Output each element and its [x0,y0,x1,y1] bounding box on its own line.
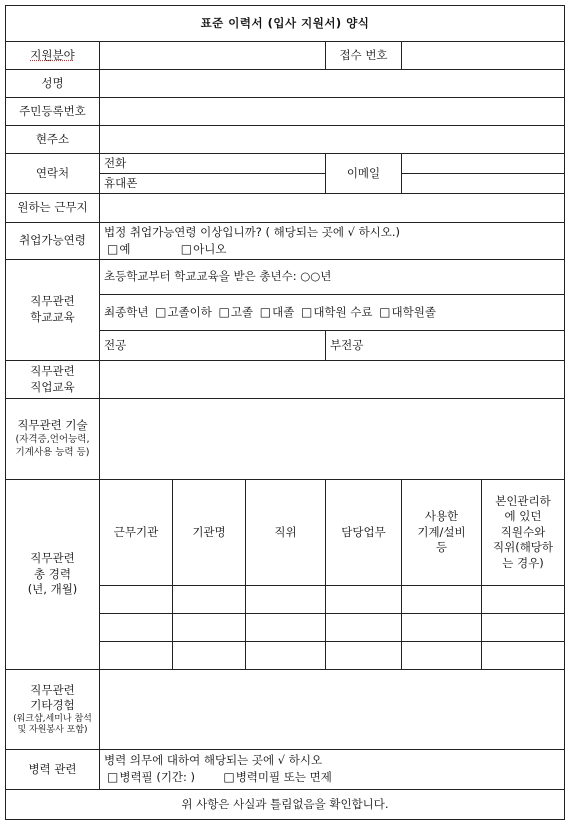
military-question: 병력 의무에 대하여 해당되는 곳에 √ 하시오 [104,753,323,768]
career-cell[interactable] [482,586,565,614]
resident-no-label: 주민등록번호 [6,98,100,126]
career-cell[interactable] [482,614,565,642]
desired-location-label: 원하는 근무지 [6,194,100,223]
vocational-input[interactable] [100,361,565,399]
field-label: 지원분야 [6,42,100,70]
desired-location-input[interactable] [100,194,565,223]
career-header-position: 직위 [246,480,326,586]
other-experience-label: 직무관련 기타경험 (워크샵,세미나 참석 및 자원봉사 포함) [6,670,100,750]
address-label: 현주소 [6,126,100,154]
final-education-label: 최종학년 [104,305,149,320]
career-cell[interactable] [173,614,246,642]
receipt-no-input[interactable] [402,42,565,70]
other-experience-input[interactable] [100,670,565,750]
career-header-name: 기관명 [173,480,246,586]
age-no-label: 아니오 [193,241,227,256]
edu-opt3-checkbox[interactable]: □ [259,305,272,320]
career-cell[interactable] [246,614,326,642]
age-label: 취업가능연령 [6,223,100,260]
age-cell [100,223,565,260]
career-cell[interactable] [100,642,173,670]
page-title: 표준 이력서 (입사 지원서) 양식 [6,6,565,42]
contact-label: 연락처 [6,154,100,194]
school-years[interactable]: 초등학교부터 학교교육을 받은 총년수: ○○년 [100,260,565,295]
address-input[interactable] [100,126,565,154]
military-cell [100,750,565,790]
skills-input[interactable] [100,399,565,480]
career-cell[interactable] [402,586,482,614]
receipt-no-label: 접수 번호 [326,42,402,70]
school-label: 직무관련 학교교육 [6,260,100,361]
career-cell[interactable] [100,586,173,614]
skills-label: 직무관련 기술 (자격증,언어능력, 기계사용 능력 등) [6,399,100,480]
field-input[interactable] [100,42,326,70]
career-header-staff: 본인관리하 에 있던 직원수와 직위(해당하 는 경우) [482,480,565,586]
minor-field[interactable]: 부전공 [326,331,565,361]
military-done-checkbox[interactable]: □ [107,770,119,784]
career-cell[interactable] [173,642,246,670]
email-input[interactable] [402,154,565,174]
career-cell[interactable] [100,614,173,642]
career-label: 직무관련 총 경력 (년, 개월) [6,480,100,670]
edu-opt2-label: 고졸 [230,305,254,320]
military-done-label: 병력필 (기간: ) [119,770,196,784]
final-education-row [100,295,565,331]
career-header-duty: 담당업무 [326,480,402,586]
phone-field[interactable]: 전화 [100,154,326,174]
military-exempt-checkbox[interactable]: □ [223,770,235,784]
email-label: 이메일 [326,154,402,194]
edu-opt4-checkbox[interactable]: □ [300,305,313,320]
confirmation-statement: 위 사항은 사실과 틀림없음을 확인합니다. [6,790,565,820]
career-cell[interactable] [246,642,326,670]
edu-opt1-checkbox[interactable]: □ [155,305,167,320]
email-input-2[interactable] [402,174,565,194]
age-yes-checkbox[interactable]: □ [107,241,119,256]
age-question: 법정 취업가능연령 이상입니까? ( 해당되는 곳에 √ 하시오.) [104,224,401,239]
name-label: 성명 [6,70,100,98]
edu-opt1-label: 고졸이하 [167,305,212,320]
career-header-org: 근무기관 [100,480,173,586]
career-cell[interactable] [326,614,402,642]
major-field[interactable]: 전공 [100,331,326,361]
mobile-field[interactable]: 휴대폰 [100,174,326,194]
name-input[interactable] [100,70,565,98]
career-cell[interactable] [402,614,482,642]
career-cell[interactable] [482,642,565,670]
edu-opt4-label: 대학원 수료 [313,305,373,320]
resident-no-input[interactable] [100,98,565,126]
age-yes-label: 예 [119,241,131,256]
resume-form [5,5,564,825]
vocational-label: 직무관련 직업교육 [6,361,100,399]
edu-opt5-label: 대학원졸 [391,305,436,320]
military-exempt-label: 병력미필 또는 면제 [235,770,332,784]
career-cell[interactable] [246,586,326,614]
edu-opt5-checkbox[interactable]: □ [379,305,391,320]
military-label: 병력 관련 [6,750,100,790]
career-header-equipment: 사용한 기계/설비 등 [402,480,482,586]
edu-opt2-checkbox[interactable]: □ [218,305,230,320]
career-cell[interactable] [326,586,402,614]
edu-opt3-label: 대졸 [272,305,295,320]
age-no-checkbox[interactable]: □ [180,241,193,256]
career-cell[interactable] [402,642,482,670]
resume-table [5,5,565,820]
career-cell[interactable] [173,586,246,614]
career-cell[interactable] [326,642,402,670]
